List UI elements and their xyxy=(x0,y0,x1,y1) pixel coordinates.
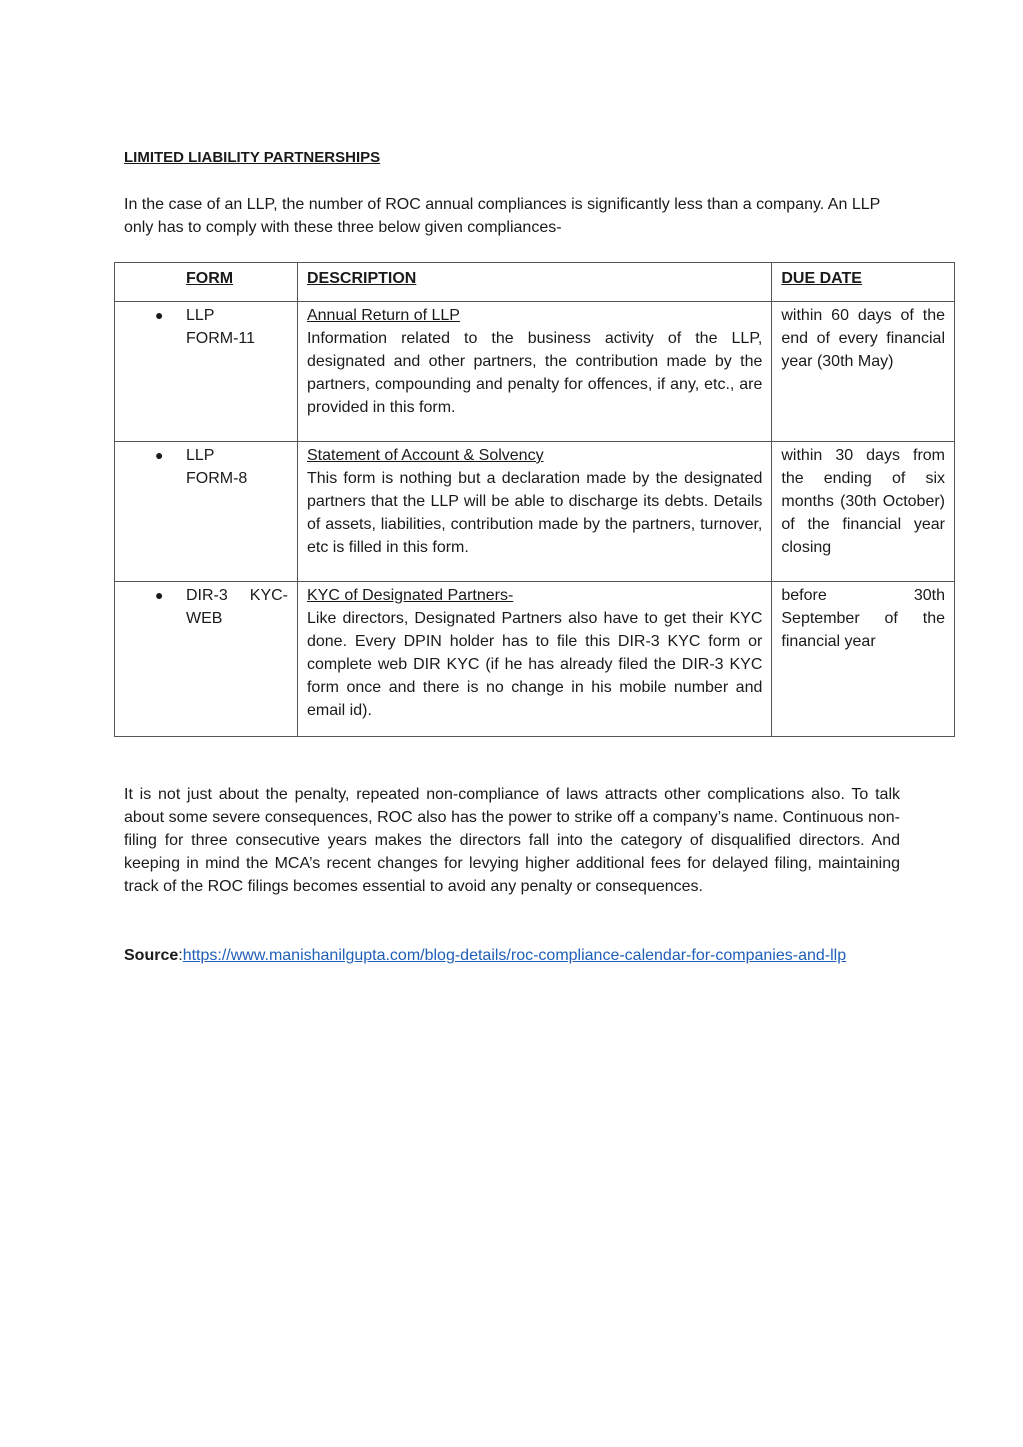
description-cell xyxy=(297,582,771,737)
due-date-text: within 30 days from the ending of six months (30th October) of the financial year closing xyxy=(781,447,945,556)
intro-paragraph: In the case of an LLP, the number of ROC annual compliances is significantly less than a company. An LLP only has to comply with these three below given compliances- xyxy=(124,196,880,236)
table-row xyxy=(115,302,955,442)
due-date-text: within 60 days of the end of every financial year (30th May) xyxy=(781,307,945,370)
compliance-table xyxy=(114,262,955,737)
source-line xyxy=(124,944,884,967)
form-name-line1: LLP xyxy=(186,307,215,324)
bullet-icon: ● xyxy=(155,447,164,463)
form-name-line2: WEB xyxy=(186,610,223,627)
description-title: Annual Return of LLP xyxy=(306,307,460,324)
due-date-cell xyxy=(772,582,955,737)
source-link[interactable]: https://www.manishanilgupta.com/blog-details/roc-compliance-calendar-for-companies-and-llp xyxy=(182,947,847,964)
form-name-line2: FORM-8 xyxy=(186,470,248,487)
due-date-cell xyxy=(772,302,955,442)
form-name-line1: LLP xyxy=(186,447,215,464)
form-cell xyxy=(115,442,298,582)
form-name-line1: DIR-3 KYC- xyxy=(186,587,288,604)
table-header-row xyxy=(115,263,955,302)
due-date-text: before 30th September of the financial year xyxy=(781,587,945,650)
bullet-icon: ● xyxy=(155,307,164,323)
description-cell xyxy=(297,302,771,442)
description-body: This form is nothing but a declaration made by the designated partners that the LLP will be able to discharge its debts. Details of assets, liabilities, contribution made by the partners, turnover, etc is filled in this form. xyxy=(306,470,763,556)
description-title: KYC of Designated Partners- xyxy=(306,587,514,604)
description-cell xyxy=(297,442,771,582)
source-label: Source xyxy=(124,947,179,964)
table-row xyxy=(115,442,955,582)
due-date-cell xyxy=(772,442,955,582)
source-separator: : xyxy=(178,947,183,964)
header-description: DESCRIPTION xyxy=(297,263,771,302)
form-cell xyxy=(115,302,298,442)
consequences-paragraph: It is not just about the penalty, repeated non-compliance of laws attracts other complications also. To talk about some severe consequences, ROC also has the power to strike off a company’s name. Continuous non-filing for three consecutive years makes the directors fall into the category of disqualified directors. And keeping in mind the MCA’s recent changes for levying higher additional fees for delayed filing, maintaining track of the ROC filings becomes essential to avoid any penalty or consequences. xyxy=(124,786,900,895)
header-form: FORM xyxy=(115,263,298,302)
description-title: Statement of Account & Solvency xyxy=(306,447,544,464)
section-heading: LIMITED LIABILITY PARTNERSHIPS xyxy=(124,149,381,166)
description-body: Information related to the business activity of the LLP, designated and other partners, the contribution made by the partners, compounding and penalty for offences, if any, etc., are provided in this form. xyxy=(306,330,763,416)
description-body: Like directors, Designated Partners also have to get their KYC done. Every DPIN holder has to file this DIR-3 KYC form or complete web DIR KYC (if he has already filed the DIR-3 KYC form once and there is no change in his mobile number and email id). xyxy=(306,610,763,719)
form-name-line2: FORM-11 xyxy=(186,330,256,347)
form-cell xyxy=(115,582,298,737)
bullet-icon: ● xyxy=(155,587,164,603)
header-due-date: DUE DATE xyxy=(772,263,955,302)
table-row xyxy=(115,582,955,737)
